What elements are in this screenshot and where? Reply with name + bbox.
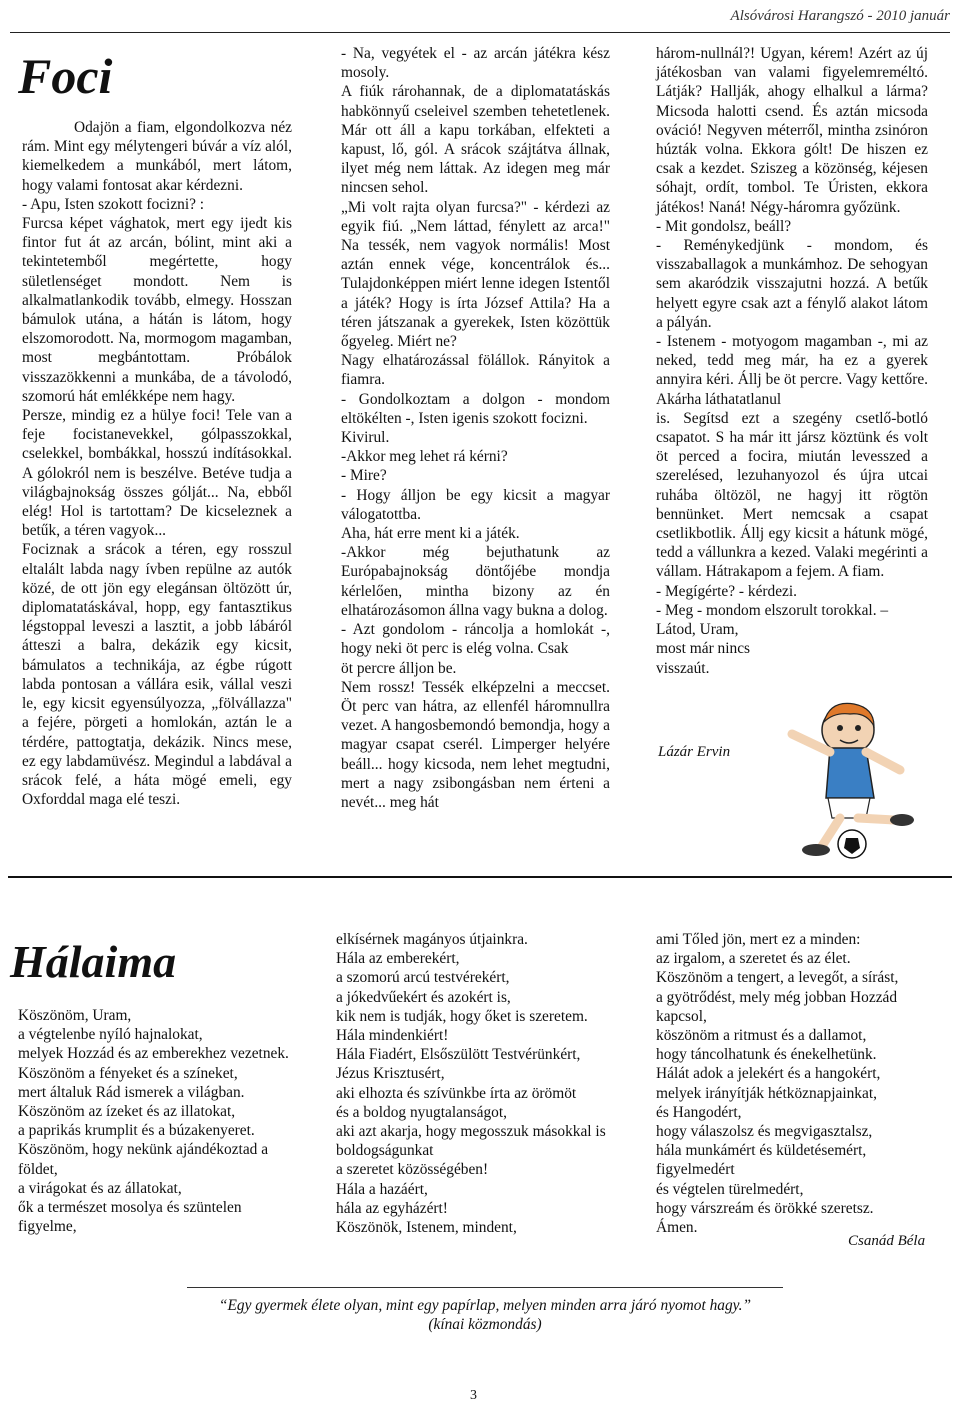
poem-line: Hála a hazáért, — [336, 1180, 428, 1198]
paragraph: - Meg - mondom elszorult torokkal. – — [656, 601, 889, 619]
poem-line: köszönöm a ritmust és a dallamot, — [656, 1027, 867, 1045]
poem-line: kik nem is tudják, hogy őket is szeretem. — [336, 1007, 588, 1025]
paragraph: - Mit gondolsz, beáll? — [656, 217, 792, 235]
poem-line: Köszönöm, hogy nekünk ajándékoztad a földet, — [18, 1141, 269, 1178]
paragraph: Kivirul. — [341, 429, 390, 447]
poem-line: figyelmedért — [656, 1161, 735, 1179]
poem-line: Hála az emberekért, — [336, 950, 460, 968]
foci-column-3 — [656, 44, 928, 678]
paragraph: - Azt gondolom - ráncolja a homlokát -, hogy neki öt perc is elég volna. Csak — [341, 621, 610, 658]
poem-line: hála az egyházért! — [336, 1199, 448, 1217]
page-number: 3 — [470, 1388, 477, 1403]
poem-line: Jézus Krisztusért, — [336, 1065, 445, 1083]
poem-line: hogy várszreám és örökké szeretsz. — [656, 1199, 874, 1217]
halaima-title: Hálaima — [10, 936, 177, 987]
poem-line: a paprikás krumplit és a búzakenyeret. — [18, 1122, 255, 1140]
poem-line: ők a természet mosolya és szüntelen figyelme, — [18, 1199, 242, 1236]
poem-line: és a boldog nyugtalanságot, — [336, 1103, 507, 1121]
paragraph: -Akkor meg lehet rá kérni? — [341, 448, 508, 466]
paragraph: - Mire? — [341, 467, 387, 485]
poem-line: Hála Fiadért, Elsőszülött Testvérünkért, — [336, 1046, 581, 1064]
paragraph: most már nincs — [656, 640, 751, 658]
poem-line: aki azt akarja, hogy megosszuk másokkal is — [336, 1123, 606, 1141]
poem-line: melyek Hozzád és az emberekhez vezetnek. — [18, 1045, 289, 1063]
poem-line: hogy táncolhatunk és énekelhetünk. — [656, 1046, 877, 1064]
paragraph: Aha, hát erre ment ki a játék. — [341, 525, 520, 543]
paragraph: A fiúk rárohannak, de a diplomatatáskás habkönnyű cseleivel szemben tehetetlenek. Már ott áll a kapu torkában, elfekteti a kapust, lő, gól. A srácok szájtátva állnak, ilyet még nem láttak. Az idegen meg már nincsen sehol. — [341, 83, 610, 197]
poem-line: aki elhozta és szívünkbe írta az örömöt — [336, 1084, 577, 1102]
paragraph: - Na, vegyétek el - az arcán játékra kész mosoly. — [341, 45, 610, 82]
poem-line: mert általuk Rád ismerek a világban. — [18, 1083, 245, 1101]
quote-text: “Egy gyermek élete olyan, mint egy papírlap, melyen minden arra járó nyomot hagy.” — [218, 1297, 752, 1314]
paragraph: öt percre álljon be. — [341, 659, 457, 677]
paragraph: -Akkor még bejuthatunk az Európabajnokság döntőjébe mondja kérlelően, mintha bizony az én elhatározásomon állna vagy bukna a dolog. — [341, 544, 610, 619]
paragraph: Persze, mindig ez a hülye foci! Tele van a feje focistanevekkel, gólpasszokkal, cselekkel, bombákkal, hosszú indításokkal. A gólokról nem is beszélve. Betéve tudja a világbajnokság összes gólját... Na, ebből elég! Hol is tartottam? De kicseleznek a betűk, a téren vagyok... — [22, 407, 292, 540]
foci-column-2 — [341, 44, 610, 812]
paragraph: - Apu, Isten szokott focizni? : — [22, 195, 205, 213]
paragraph: - Gondolkoztam a dolgon - mondom eltökélten -, Isten igenis szokott focizni. — [341, 390, 610, 427]
poem-line: hogy válaszolsz és megvigasztalsz, — [656, 1123, 873, 1141]
poem-line: a végtelenbe nyíló hajnalokat, — [18, 1026, 203, 1044]
poem-line: a szomorú arcú testvérekért, — [336, 969, 510, 987]
poem-line: melyek irányítják hétköznapjainkat, — [656, 1084, 877, 1102]
poem-line: boldogságunkat — [336, 1142, 434, 1160]
section-divider — [8, 876, 952, 878]
poem-line: Köszönöm a tengert, a levegőt, a sírást, — [656, 969, 899, 987]
page-header — [10, 6, 950, 33]
foci-title: Foci — [18, 48, 113, 104]
poem-line: Hála mindenkiért! — [336, 1027, 449, 1045]
quote-rule — [187, 1287, 783, 1288]
halaima-author: Csanád Béla — [848, 1233, 926, 1249]
paragraph: Odajön a fiam, elgondolkozva néz rám. Mint egy mélytengeri búvár a víz alól, kiemelkedem a munkából, mert látom, hogy valami fontosat akar kérdezni. — [22, 119, 292, 194]
poem-line: Hálát adok a jelekért és a hangokért, — [656, 1065, 881, 1083]
closing-quote — [160, 1296, 810, 1334]
paragraph: Furcsa képet vághatok, mert egy ijedt kis fintor fut át az arcán, bólint, mint aki a tekintetemből megértette, hogy sületlenséget mondott. Nem is alkalmatlankodik tovább, elmegy. Hosszan bámulok utána, a hátán is látom, hogy elszomorodott. Na, mormogom magamban, most megbántottam. Próbálok visszazökkenni a munkába, de a távolodó, szomorú hát emlékképe nem hagy. — [22, 215, 292, 405]
paragraph: - Reménykedjünk - mondom, és visszaballagok a munkámhoz. De sehogyan sem akaródzik visszajutni hozzá. A betűk helyett egyre csak azt a fénylő alakot látom a pályán. — [656, 237, 928, 331]
poem-line: Köszönök, Istenem, mindent, — [336, 1219, 517, 1237]
paragraph: is. Segítsd ezt a szegény csetlő-botló csapatot. S ha már itt jársz köztünk és volt öt perced a focira, miután levesszed a szerelésed, lezuhanyozol és újra utcai ruhába öltözöl, ne hagyj itt rögtön bennünket. Mert nemcsak a csapat csetlikbotlik. Állj egy kicsit a hátunk mögé, tedd a vállunkra a kezed. Valaki megérinti a vállam. Hátrakapom a fejem. A fiam. — [656, 409, 928, 581]
poem-line: és Hangodért, — [656, 1103, 742, 1121]
paragraph: „Mi volt rajta olyan furcsa?" - kérdezi az egyik fiú. „Nem láttad, fénylett az arca!" Na tessék, nem vagyok normális! Most aztán ennek vége, koncentrálok és... Tulajdonképpen miért lenne idegen Istentől a játék? Hogy is írta József Attila? Ha a téren játszanak a gyerekek, Isten közöttük őgyeleg. Miért ne? — [341, 198, 610, 351]
poem-line: ami Tőled jön, mert ez a minden: — [656, 931, 861, 948]
poem-line: a virágokat és az állatokat, — [18, 1179, 182, 1197]
poem-line: Köszönöm a fényeket és a színeket, — [18, 1064, 238, 1082]
paragraph: - Megígérte? - kérdezi. — [656, 582, 798, 600]
poem-line: Köszönöm, Uram, — [18, 1007, 132, 1024]
poem-line: az irgalom, a szeretet és az élet. — [656, 950, 851, 968]
paragraph: Látod, Uram, — [656, 621, 739, 639]
paragraph: Nem rossz! Tessék elképzelni a meccset. Öt perc van hátra, az ellenfél háromnullra vezet. A hangosbemondó bemondja, hogy a magyar csapat cserél. Limperger helyére beáll... hogy kicsoda, nem lehet megtudni, mert a nagy zsibongásban nem érteni a nevét... meg hát — [341, 678, 610, 811]
publication-name: Alsóvárosi Harangszó - 2010 január — [730, 8, 950, 24]
poem-line: elkísérnek magányos útjainkra. — [336, 931, 528, 948]
poem-line: a szeretet közösségében! — [336, 1161, 489, 1179]
poem-line: Ámen. — [656, 1219, 698, 1237]
poem-line: és végtelen türelmedért, — [656, 1180, 804, 1198]
football-player-illustration — [770, 700, 946, 862]
paragraph: - Istenem - motyogom magamban -, mi az neked, tedd meg már, ha ez a gyerek annyira kéri. Állj be öt percre. Vagy kettőre. Akárha láthatatlanul — [656, 333, 928, 408]
poem-line: a gyötrődést, mely még jobban Hozzád kapcsol, — [656, 988, 898, 1025]
paragraph: - Hogy álljon be egy kicsit a magyar válogatottba. — [341, 486, 610, 523]
halaima-column-3 — [656, 930, 938, 1237]
halaima-column-2 — [336, 930, 621, 1237]
foci-column-1 — [22, 118, 292, 809]
paragraph: három-nullnál?! Ugyan, kérem! Azért az új játékosban van valami figyelemreméltó. Látják? Hallják, ahogy elhalkul a lárma? Micsoda halotti csend. És aztán micsoda ováció! Negyven méterről, mintha zsinóron húzták volna. Ekkora gólt! De hiszen ez csak a kezdet. Sziszeg a közönség, kéjesen sóhajt, ordít, tombol. Te Úristen, ekkora játékos! Naná! Négy-háromra győzünk. — [656, 45, 928, 216]
poem-line: a jókedvűekért és azokért is, — [336, 988, 511, 1006]
paragraph: Nagy elhatározással fölállok. Rányitok a fiamra. — [341, 352, 610, 389]
foci-author: Lázár Ervin — [658, 744, 731, 760]
paragraph: Fociznak a srácok a téren, egy rosszul eltalált labda nagy ívben repülne az autók közé, de ott jön egy elegánsan öltözött úr, diplomatatáskával, hopp, egy fantasztikus légstoppal leveszi a lasztit, a jobb lábáról átteszi a balra, dekázik egy kicsit, bámulatos a technikája, az égbe rúgott labda pontosan a vállára esik, vállal veszi le, egy kicsit egyensúlyozza, „fölvállazza" a fejére, pörgeti a homlokán, aztán le a térdére, pattogtatja, dekázik. Nincs mese, ez egy labdamüvész. Megindul a labdával a srácok felé, a háta mögé emeli, egy Oxforddal maga elé teszi. — [22, 541, 292, 809]
paragraph: visszaút. — [656, 659, 710, 677]
poem-line: Köszönöm az ízeket és az illatokat, — [18, 1103, 236, 1121]
poem-line: hála munkámért és küldetésemért, — [656, 1142, 867, 1160]
quote-source: (kínai közmondás) — [428, 1316, 542, 1333]
halaima-column-1 — [18, 1006, 292, 1236]
